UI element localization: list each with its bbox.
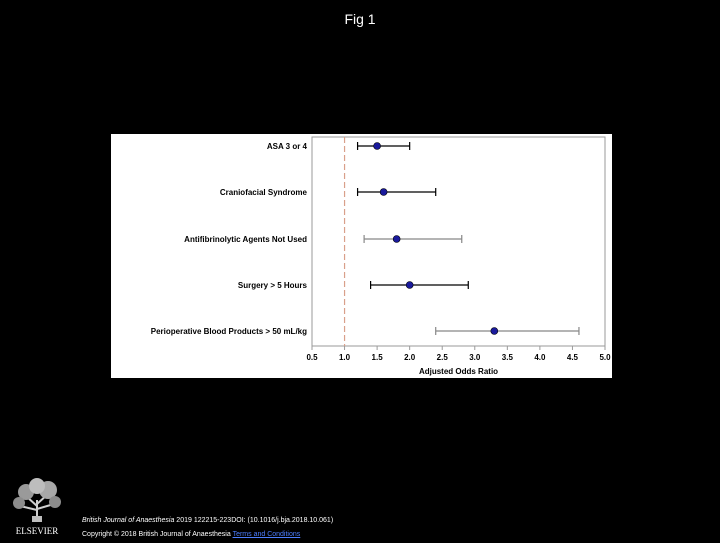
citation-line [82,514,333,528]
x-tick-label: 0.5 [306,353,318,362]
x-axis-label: Adjusted Odds Ratio [418,367,499,376]
category-label: Antifibrinolytic Agents Not Used [184,235,307,244]
plot-frame [312,137,605,346]
forest-plot-svg [111,134,612,378]
x-tick-label: 3.5 [501,353,513,362]
copyright-text: Copyright © 2018 British Journal of Anaesthesia [82,531,231,538]
x-tick-label: 5.0 [599,353,611,362]
odds-ratio-point [491,328,498,335]
x-tick-label: 3.0 [469,353,481,362]
odds-ratio-point [380,189,387,196]
category-label: Craniofacial Syndrome [219,188,307,197]
forest-plot-figure [111,134,612,378]
odds-ratio-point [393,236,400,243]
category-label: Perioperative Blood Products > 50 mL/kg [150,327,307,336]
x-tick-label: 2.0 [404,353,416,362]
category-label: ASA 3 or 4 [266,142,307,151]
elsevier-logo [6,476,68,538]
citation-details: 2019 122215-223DOI: (10.1016/j.bja.2018.10.061) [174,517,334,524]
odds-ratio-point [406,282,413,289]
x-tick-label: 1.5 [371,353,383,362]
tree-icon [6,476,68,538]
terms-link[interactable]: Terms and Conditions [232,531,301,538]
category-label: Surgery > 5 Hours [237,281,307,290]
journal-name: British Journal of Anaesthesia [82,517,175,524]
publisher-name: ELSEVIER [15,526,59,536]
slide-title: Fig 1 [344,11,376,27]
citation-block [82,514,333,542]
x-tick-label: 2.5 [436,353,448,362]
x-tick-label: 4.0 [534,353,546,362]
odds-ratio-point [374,143,381,150]
x-tick-label: 1.0 [338,353,351,362]
x-tick-label: 4.5 [566,353,579,362]
